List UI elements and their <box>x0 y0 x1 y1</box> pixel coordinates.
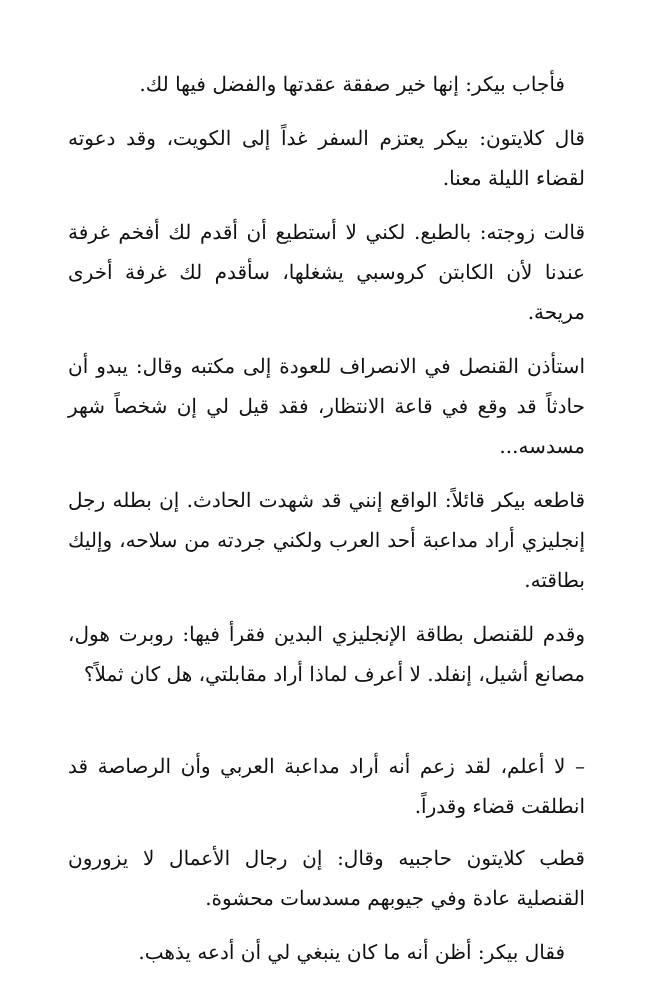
paragraph-baker-incident: قاطعه بيكر قائلاً: الواقع إنني قد شهدت الحادث. إن بطله رجل إنجليزي أراد مداعبة أحد العرب ولكني جردته من سلاحه، وإليك بطاقته. <box>68 488 586 592</box>
paragraph-dialogue-accident: – لا أعلم، لقد زعم أنه أراد مداعبة العربي وأن الرصاصة قد انطلقت قضاء وقدراً. <box>68 754 585 818</box>
paragraph-clayton-kuwait: قال كلايتون: بيكر يعتزم السفر غداً إلى الكويت، وقد دعوته لقضاء الليلة معنا. <box>68 126 585 190</box>
paragraph-consul-leaves: استأذن القنصل في الانصراف للعودة إلى مكتبه وقال: يبدو أن حادثاً قد وقع في قاعة الانتظار، فقد قيل لي إن شخصاً شهر مسدسه... <box>68 354 585 458</box>
paragraph-clayton-frown: قطب كلايتون حاجبيه وقال: إن رجال الأعمال لا يزورون القنصلية عادة وفي جيوبهم مسدسات محشوة. <box>68 846 585 910</box>
paragraph-baker-regret: فقال بيكر: أظن أنه ما كان ينبغي لي أن أدعه يذهب. <box>138 940 565 964</box>
paragraph-business-card: وقدم للقنصل بطاقة الإنجليزي البدين فقرأ فيها: روبرت هول، مصانع أشيل، إنفلد. لا أعرف لماذا أراد مقابلتي، هل كان ثملاً؟ <box>68 622 585 686</box>
paragraph-wife-room: قالت زوجته: بالطبع. لكني لا أستطيع أن أقدم لك أفخم غرفة عندنا لأن الكابتن كروسبي يشغلها، سأقدم لك غرفة أخرى مريحة. <box>68 220 585 324</box>
paragraph-baker-reply: فأجاب بيكر: إنها خير صفقة عقدتها والفضل فيها لك. <box>139 72 565 96</box>
